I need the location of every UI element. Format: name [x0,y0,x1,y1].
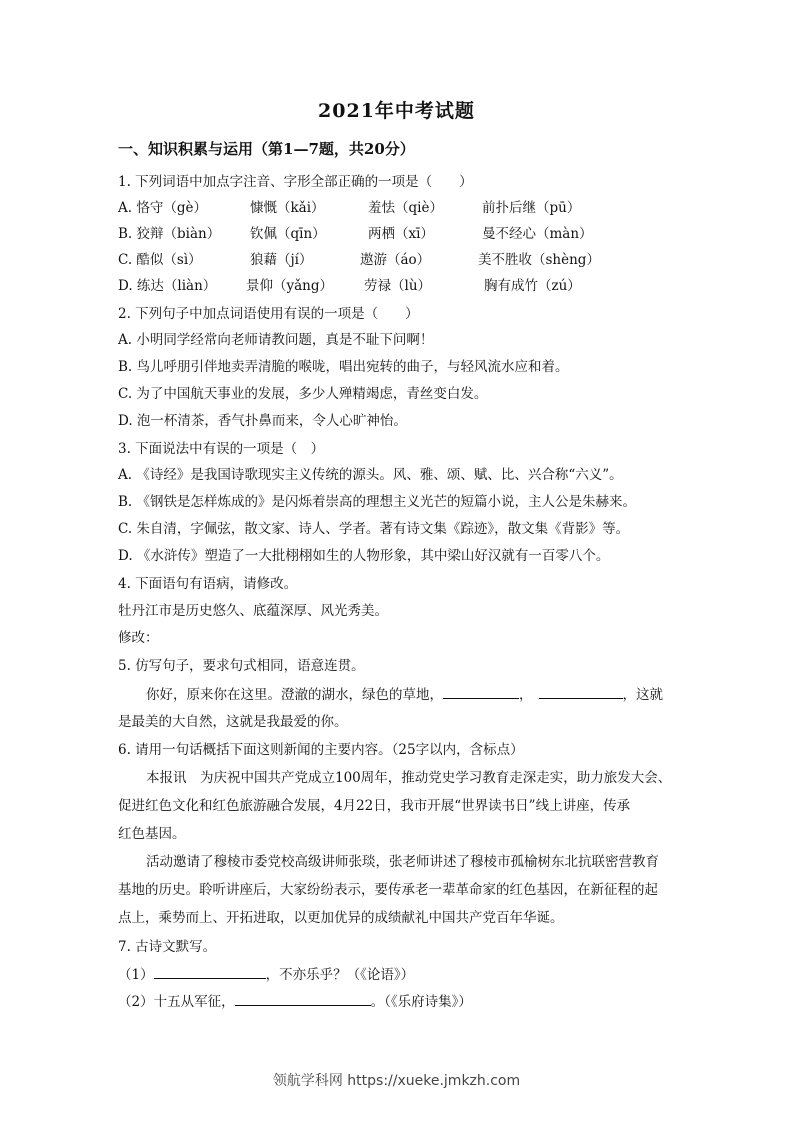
q1-option-d-3: 劳禄（lù） [364,278,432,294]
q1-option-c-3: 遨游（áo） [360,252,431,268]
question-5-stem: 5. 仿写句子，要求句式相同，语意连贯。 [118,658,365,674]
q1-option-d-1: D. 练达（liàn） [118,278,217,294]
q1-option-d-2: 景仰（yǎng） [246,278,334,294]
news-paragraph-2-line-3: 点上，乘势而上、开拓进取，以更加优异的成绩献礼中国共产党百年华诞。 [118,910,564,926]
news-paragraph-1-line-3: 红色基因。 [118,826,186,842]
question-4-stem: 4. 下面语句有语病，请修改。 [118,576,298,592]
news-paragraph-2-line-2: 基地的历史。聆听讲座后，大家纷纷表示，要传承老一辈革命家的红色基因，在新征程的起 [118,882,658,898]
q1-option-b-3: 两栖（xī） [368,226,434,242]
q1-option-c-4: 美不胜收（shèng） [478,252,600,268]
q7-item-1 [118,964,414,985]
q7-item-2-suffix: 。（《乐府诗集》） [370,994,472,1010]
q1-option-a-4: 前扑后继（pū） [482,200,581,216]
q3-option-d: D. 《水浒传》塑造了一大批栩栩如生的人物形象，其中梁山好汉就有一百零八个。 [118,548,610,564]
q2-option-d: D. 泡一杯清茶，香气扑鼻而来，令人心旷神怡。 [118,413,407,429]
q5-line-2: 是最美的大自然，这就是我最爱的你。 [118,714,348,730]
q7-item-1-suffix: ，不亦乐乎？（《论语》） [265,967,415,983]
q7-blank-2[interactable] [235,991,371,1006]
q7-item-1-prefix: （1） [118,967,154,983]
question-1-stem: 1. 下列词语中加点字注音、字形全部正确的一项是（ ） [118,174,473,190]
q7-blank-1[interactable] [154,964,266,979]
q3-option-a: A. 《诗经》是我国诗歌现实主义传统的源头。风、雅、颂、赋、比、兴合称“六义”。 [118,467,623,483]
q3-option-b: B. 《钢铁是怎样炼成的》是闪烁着崇高的理想主义光芒的短篇小说，主人公是朱赫来。 [118,494,637,510]
question-3-stem: 3. 下面说法中有误的一项是（ ） [118,441,325,457]
q5-text-c: ，这就 [622,687,663,703]
news-paragraph-1-line-2: 促进红色文化和红色旅游融合发展，4月22日，我市开展“世界读书日”线上讲座，传承 [118,798,631,814]
section-heading: 一、知识积累与运用（第1—7题，共20分） [118,140,415,158]
q1-option-a-2: 慷慨（kǎi） [250,200,325,216]
q5-blank-2[interactable] [539,684,623,699]
q7-item-2 [118,991,472,1012]
footer-watermark: 领航学科网 https://xueke.jmkzh.com [272,1073,521,1089]
news-paragraph-2-line-1: 活动邀请了穆棱市委党校高级讲师张琰，张老师讲述了穆棱市孤榆树东北抗联密营教育 [146,854,659,870]
q1-option-d-4: 胸有成竹（zú） [484,278,581,294]
q2-option-c: C. 为了中国航天事业的发展，多少人殚精竭虑，青丝变白发。 [118,386,488,402]
q1-option-c-2: 狼藉（jí） [250,252,313,268]
question-6-stem: 6. 请用一句话概括下面这则新闻的主要内容。（25字以内，含标点） [118,742,524,758]
page-title: 2021年中考试题 [318,100,475,122]
question-2-stem: 2. 下列句子中加点词语使用有误的一项是（ ） [118,306,419,322]
q4-sentence: 牡丹江市是历史悠久、底蕴深厚、风光秀美。 [118,603,388,619]
q1-option-b-4: 曼不经心（màn） [482,226,593,242]
q1-option-b-2: 钦佩（qīn） [250,226,326,242]
news-paragraph-1-line-1: 本报讯 为庆祝中国共产党成立100周年，推动党史学习教育走深走实，助力旅发大会、 [146,770,672,786]
q4-fix-label: 修改： [118,630,159,646]
q1-option-a-3: 羞怯（qiè） [368,200,443,216]
q2-option-b: B. 鸟儿呼朋引伴地卖弄清脆的喉咙，唱出宛转的曲子，与轻风流水应和着。 [118,359,569,375]
q1-option-c-1: C. 酷似（sì） [118,252,202,268]
q1-option-b-1: B. 狡辩（biàn） [118,226,221,242]
q3-option-c: C. 朱自清，字佩弦，散文家、诗人、学者。著有诗文集《踪迹》，散文集《背影》等。 [118,521,630,537]
q5-line-1 [146,684,663,705]
q1-option-a-1: A. 恪守（gè） [118,200,207,216]
q5-blank-1[interactable] [443,684,519,699]
q5-text-a: 你好，原来你在这里。澄澈的湖水，绿色的草地， [146,687,443,703]
question-7-stem: 7. 古诗文默写。 [118,939,217,955]
q5-text-b: ， [519,687,533,703]
q2-option-a: A. 小明同学经常向老师请教问题，真是不耻下问啊！ [118,332,434,348]
q7-item-2-prefix: （2）十五从军征， [118,994,235,1010]
